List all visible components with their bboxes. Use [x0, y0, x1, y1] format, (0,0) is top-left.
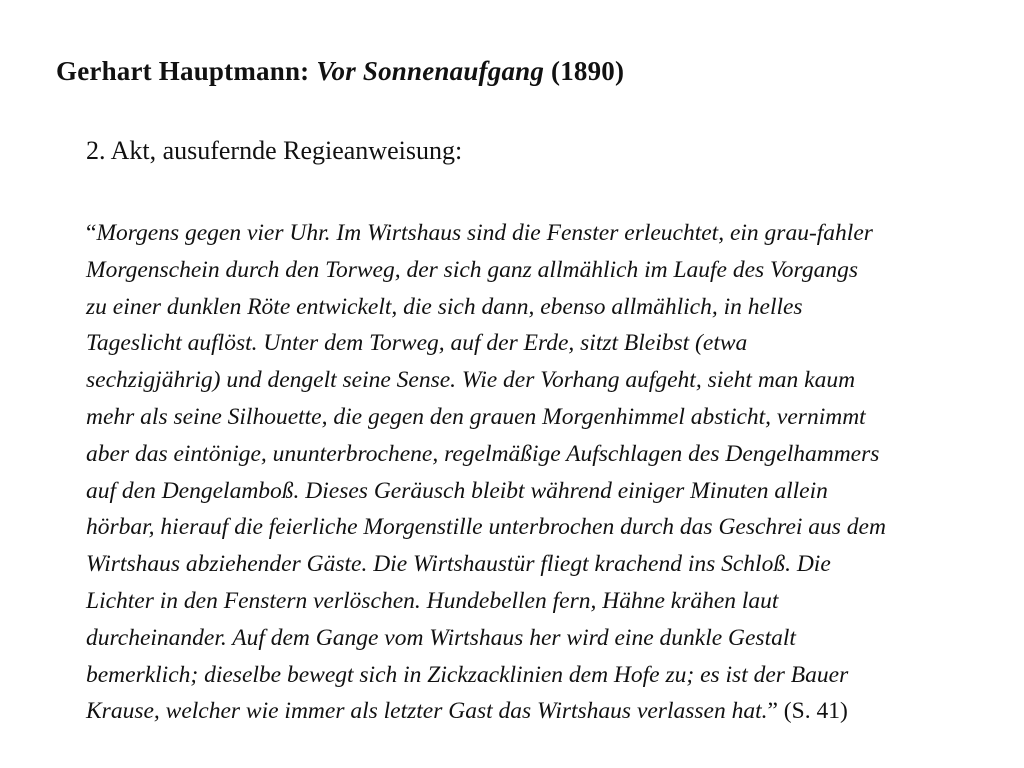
quote-line: Morgenschein durch den Torweg, der sich ganz allmählich im Laufe des Vorgangs [86, 256, 858, 283]
quote-line-text: Krause, welcher wie immer als letzter Gast das Wirtshaus verlassen hat. [86, 698, 768, 725]
quote-line [86, 693, 966, 730]
quote-line: Wirtshaus abziehender Gäste. Die Wirtshaustür fliegt krachend ins Schloß. Die [86, 551, 831, 578]
quote-citation: (S. 41) [783, 698, 848, 725]
title-work: Vor Sonnenaufgang [316, 56, 545, 86]
slide-title [56, 56, 624, 87]
quote-block [86, 215, 966, 730]
quote-line: mehr als seine Silhouette, die gegen den grauen Morgenhimmel absticht, vernimmt [86, 403, 866, 430]
quote-line: hörbar, hierauf die feierliche Morgenstille unterbrochen durch das Geschrei aus dem [86, 514, 886, 541]
title-year: (1890) [551, 56, 625, 86]
slide-subtitle: 2. Akt, ausufernde Regieanweisung: [86, 136, 463, 165]
quote-line: zu einer dunklen Röte entwickelt, die sich dann, ebenso allmählich, in helles [86, 293, 803, 320]
quote-line: aber das eintönige, ununterbrochene, regelmäßige Aufschlagen des Dengelhammers [86, 440, 880, 467]
title-author: Gerhart Hauptmann: [56, 56, 310, 86]
quote-close-mark: ” [767, 698, 778, 725]
quote-line: Lichter in den Fenstern verlöschen. Hundebellen fern, Hähne krähen laut [86, 587, 779, 614]
quote-line: durcheinander. Auf dem Gange vom Wirtshaus her wird eine dunkle Gestalt [86, 624, 796, 651]
quote-line-text: Morgens gegen vier Uhr. Im Wirtshaus sind die Fenster erleuchtet, ein grau-fahler [96, 220, 873, 246]
quote-open-mark: “ [86, 220, 97, 246]
quote-line: sechzigjährig) und dengelt seine Sense. Wie der Vorhang aufgeht, sieht man kaum [86, 367, 856, 394]
quote-line: Tageslicht auflöst. Unter dem Torweg, auf der Erde, sitzt Bleibst (etwa [86, 330, 748, 357]
quote-line: auf den Dengelamboß. Dieses Geräusch bleibt während einiger Minuten allein [86, 477, 828, 504]
quote-line [86, 215, 966, 252]
quote-line: bemerklich; dieselbe bewegt sich in Zickzacklinien dem Hofe zu; es ist der Bauer [86, 661, 849, 688]
